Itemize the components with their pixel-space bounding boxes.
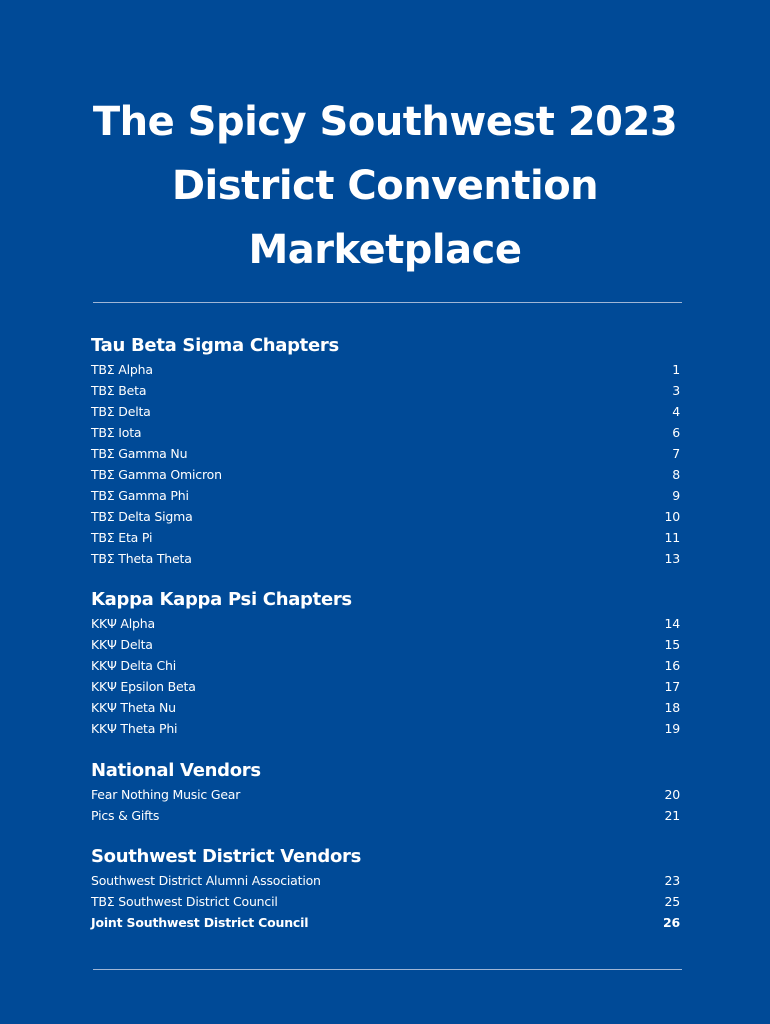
section-title: National Vendors: [91, 760, 261, 781]
toc-entry[interactable]: [91, 359, 681, 380]
entry-label: TBΣ Delta Sigma: [91, 509, 193, 524]
title-line-1: The Spicy Southwest 2023: [92, 99, 678, 145]
entry-label: TBΣ Gamma Phi: [91, 488, 189, 503]
entry-label: Joint Southwest District Council: [91, 915, 309, 930]
entry-label: TBΣ Iota: [91, 425, 142, 440]
entry-page: 15: [664, 637, 680, 652]
entry-label: KKΨ Delta: [91, 637, 153, 652]
entry-label: TBΣ Southwest District Council: [91, 894, 278, 909]
section-national-vendors: [91, 758, 681, 826]
entry-label: KKΨ Theta Phi: [91, 721, 178, 736]
title-line-3: Marketplace: [248, 227, 522, 273]
toc-entry[interactable]: [91, 464, 681, 485]
entry-label: KKΨ Alpha: [91, 616, 155, 631]
section-title: Tau Beta Sigma Chapters: [91, 335, 339, 356]
entry-page: 10: [664, 509, 680, 524]
entry-page: 21: [664, 808, 680, 823]
toc-entry[interactable]: [91, 718, 681, 739]
entry-page: 7: [672, 446, 680, 461]
entry-page: 20: [664, 787, 680, 802]
section-southwest-district-vendors: [91, 844, 681, 933]
entry-label: Southwest District Alumni Association: [91, 873, 321, 888]
section-title: Southwest District Vendors: [91, 846, 362, 867]
entry-page: 19: [664, 721, 680, 736]
section-title: Kappa Kappa Psi Chapters: [91, 589, 352, 610]
entry-label: KKΨ Theta Nu: [91, 700, 176, 715]
entry-page: 9: [672, 488, 680, 503]
bottom-divider: [93, 969, 682, 970]
toc-entry[interactable]: [91, 805, 681, 826]
toc-entry[interactable]: [91, 697, 681, 718]
toc-entry[interactable]: [91, 613, 681, 634]
entry-page: 26: [663, 915, 680, 930]
toc-entry[interactable]: [91, 655, 681, 676]
entry-page: 16: [664, 658, 680, 673]
entry-page: 17: [664, 679, 680, 694]
entry-page: 23: [664, 873, 680, 888]
entry-page: 14: [664, 616, 680, 631]
section-tau-beta-sigma: [91, 333, 681, 569]
entry-page: 4: [672, 404, 680, 419]
entry-label: TBΣ Theta Theta: [91, 551, 192, 566]
entry-label: TBΣ Delta: [91, 404, 151, 419]
top-divider: [93, 302, 682, 303]
toc-entry[interactable]: [91, 422, 681, 443]
entry-page: 13: [664, 551, 680, 566]
entry-label: Pics & Gifts: [91, 808, 160, 823]
entry-page: 18: [664, 700, 680, 715]
document-title: [0, 90, 770, 282]
toc-entry[interactable]: [91, 676, 681, 697]
toc-entry[interactable]: [91, 506, 681, 527]
toc-entry[interactable]: [91, 527, 681, 548]
toc-entry[interactable]: [91, 784, 681, 805]
toc-entry[interactable]: [91, 870, 681, 891]
entry-page: 1: [672, 362, 680, 377]
toc-entry[interactable]: [91, 380, 681, 401]
entry-label: Fear Nothing Music Gear: [91, 787, 241, 802]
entry-page: 11: [664, 530, 680, 545]
entry-label: TBΣ Gamma Nu: [91, 446, 188, 461]
entry-label: TBΣ Beta: [91, 383, 147, 398]
entry-label: TBΣ Gamma Omicron: [91, 467, 222, 482]
toc-entry[interactable]: [91, 912, 681, 933]
entry-label: KKΨ Delta Chi: [91, 658, 177, 673]
entry-page: 25: [664, 894, 680, 909]
toc-entry[interactable]: [91, 401, 681, 422]
entry-page: 6: [672, 425, 680, 440]
toc-entry[interactable]: [91, 634, 681, 655]
title-line-2: District Convention: [171, 163, 599, 209]
toc-entry[interactable]: [91, 891, 681, 912]
toc-entry[interactable]: [91, 443, 681, 464]
toc-entry[interactable]: [91, 485, 681, 506]
entry-page: 3: [672, 383, 680, 398]
entry-label: KKΨ Epsilon Beta: [91, 679, 196, 694]
entry-page: 8: [672, 467, 680, 482]
section-kappa-kappa-psi: [91, 587, 681, 739]
toc-entry[interactable]: [91, 548, 681, 569]
entry-label: TBΣ Alpha: [91, 362, 153, 377]
entry-label: TBΣ Eta Pi: [91, 530, 153, 545]
